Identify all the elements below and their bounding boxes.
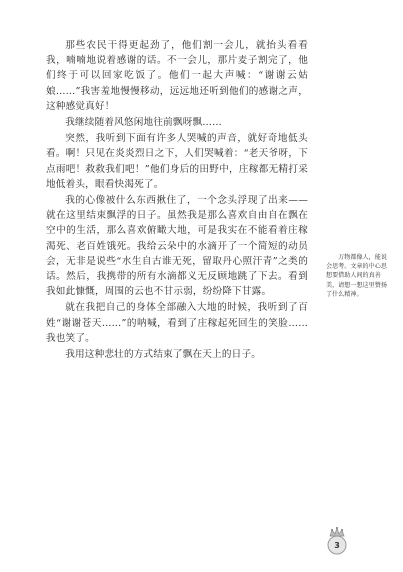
paragraph-6: 我用这种悲壮的方式结束了飘在天上的日子。: [65, 349, 262, 361]
paragraph-2: 我继续随着风悠闲地往前飘呀飘……: [65, 117, 222, 129]
page-number-badge: [324, 526, 350, 556]
paragraph-1: 那些农民干得更起劲了，他们割一会儿，就抬头看看我，喃喃地说着感谢的话。不一会儿，那片麦子割完了，他们终于可以回家吃饭了。他们一起大声喊：“谢谢云姑娘……”我害羞地慢慢移动，远远地还听到他们的感谢之声，这种感觉真好！: [46, 40, 308, 112]
paragraph-3: 突然，我听到下面有许多人哭喊的声音，就好奇地低头看。啊！只见在炎炎烈日之下，人们哭喊着：“老天爷呀，下点雨吧！救救我们吧！”他们身后的田野中，庄稼都无精打采地低着头，眼看快渴死了。: [46, 133, 308, 190]
page-number: 3: [334, 541, 340, 550]
main-text: [46, 38, 308, 363]
margin-note: [326, 253, 390, 299]
margin-divider: [317, 148, 318, 418]
paragraph-5: 就在我把自己的身体全部融入大地的时候，我听到了百姓“谢谢苍天……”的呐喊，看到了庄稼起死回生的笑脸……我也笑了。: [46, 302, 308, 344]
paragraph-4: 我的心像被什么东西揪住了，一个念头浮现了出来——就在这里结束飘浮的日子。虽然我是那么喜欢自由自在飘在空中的生活，那么喜欢俯瞰大地，可是我实在不能看着庄稼渴死、老百姓饿死。我给云朵中的水滴开了一个简短的动员会，无非是说些“水生自古谁无死，留取丹心照汗青”之类的话。然后，我携带的所有水滴都义无反顾地跳了下去。看到我如此慷慨，周围的云也不甘示弱，纷纷降下甘露。: [46, 195, 308, 298]
margin-note-text: 万物都像人，能说会思考。文章的中心思想要借助人间的真善美，请想一想这里赞扬了什么精神。: [326, 254, 387, 298]
